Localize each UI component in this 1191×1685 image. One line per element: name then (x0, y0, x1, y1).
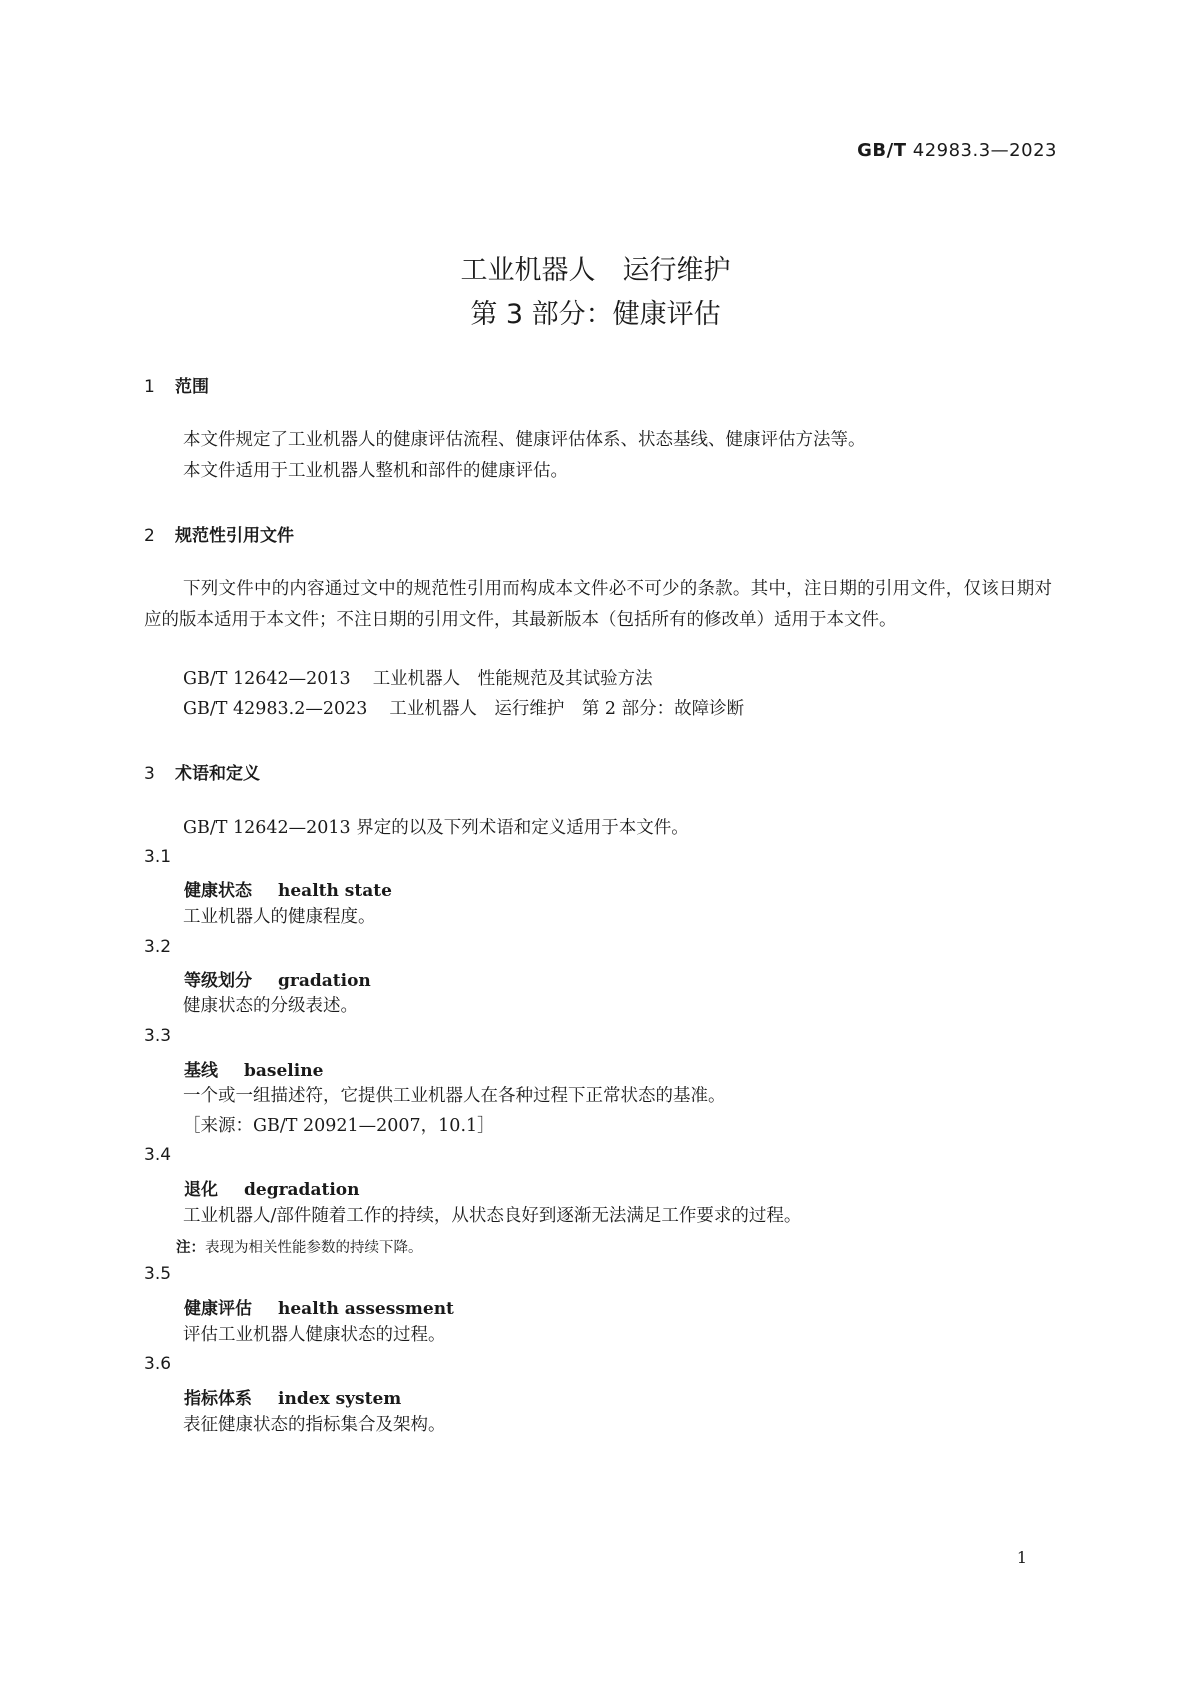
term-definition: 工业机器人/部件随着工作的持续，从状态良好到逐渐无法满足工作要求的过程。 (183, 1206, 802, 1226)
term-definition: 健康状态的分级表述。 (183, 996, 358, 1016)
term-number: 3.3 (144, 1026, 172, 1046)
term-number: 3.5 (144, 1264, 172, 1284)
section-1-paragraph: 本文件规定了工业机器人的健康评估流程、健康评估体系、状态基线、健康评估方法等。 (183, 430, 866, 450)
section-3-heading: 3 术语和定义 (144, 764, 260, 784)
term-source: ［来源：GB/T 20921—2007，10.1］ (183, 1116, 495, 1136)
term-heading: 等级划分 gradation (184, 971, 371, 991)
term-definition: 工业机器人的健康程度。 (183, 907, 376, 927)
reference-item: GB/T 12642—2013 工业机器人 性能规范及其试验方法 (183, 669, 653, 689)
term-note: 注：表现为相关性能参数的持续下降。 (176, 1240, 423, 1256)
document-title-line1: 工业机器人 运行维护 (460, 255, 731, 286)
term-number: 3.4 (144, 1145, 172, 1165)
section-1-heading: 1 范围 (144, 377, 209, 397)
page-number: 1 (1016, 1548, 1027, 1567)
term-definition: 评估工业机器人健康状态的过程。 (183, 1325, 446, 1345)
section-3-intro: GB/T 12642—2013 界定的以及下列术语和定义适用于本文件。 (183, 818, 689, 838)
reference-item: GB/T 42983.2—2023 工业机器人 运行维护 第 2 部分：故障诊断 (183, 699, 745, 719)
term-number: 3.6 (144, 1354, 172, 1374)
term-heading: 基线 baseline (184, 1061, 324, 1081)
term-heading: 退化 degradation (184, 1180, 360, 1200)
term-number: 3.2 (144, 937, 172, 957)
standard-id: GB/T 42983.3—2023 (857, 140, 1057, 161)
term-definition: 一个或一组描述符，它提供工业机器人在各种过程下正常状态的基准。 (183, 1086, 726, 1106)
section-2-intro: 下列文件中的内容通过文中的规范性引用而构成本文件必不可少的条款。其中，注日期的引用文件，仅该日期对应的版本适用于本文件；不注日期的引用文件，其最新版本（包括所有的修改单）适用于本文件。 (144, 579, 1052, 630)
section-1-paragraph: 本文件适用于工业机器人整机和部件的健康评估。 (183, 461, 568, 481)
document-title-line2: 第 3 部分：健康评估 (470, 299, 721, 330)
section-2-heading: 2 规范性引用文件 (144, 526, 294, 546)
term-heading: 指标体系 index system (184, 1389, 402, 1409)
term-definition: 表征健康状态的指标集合及架构。 (183, 1415, 446, 1435)
term-heading: 健康评估 health assessment (184, 1299, 454, 1319)
term-number: 3.1 (144, 847, 172, 867)
term-heading: 健康状态 health state (184, 881, 392, 901)
